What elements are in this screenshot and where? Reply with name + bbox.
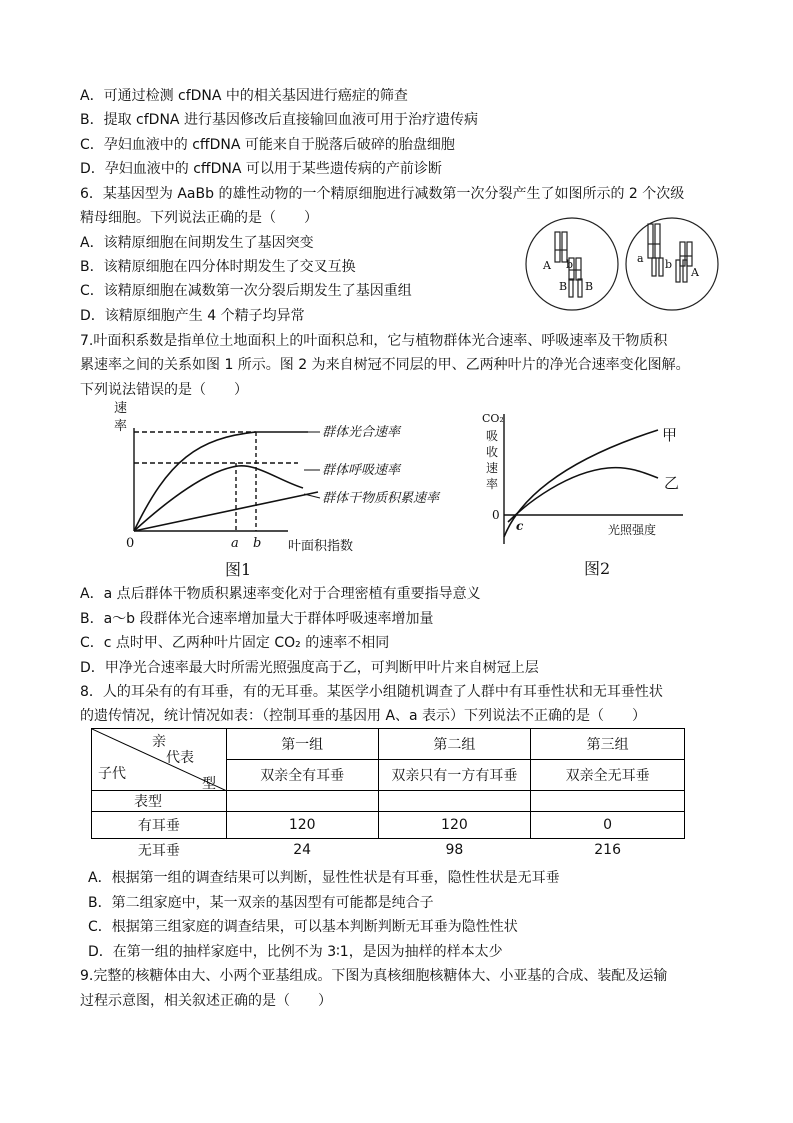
q6-stem-1: 6．某基因型为 AaBb 的雄性动物的一个精原细胞进行减数第一次分裂产生了如图所示的 2 个次级: [80, 186, 685, 202]
fig1-tick-b: b: [253, 536, 262, 551]
group-header-1: 第一组: [226, 729, 378, 760]
label-left-B1: B: [559, 280, 568, 293]
corner-qin: 亲: [152, 734, 166, 750]
q5-option-c: C．孕妇血液中的 cffDNA 可能来自于脱落后破碎的胎盘细胞: [80, 137, 455, 153]
fig2-curve-jia: [504, 430, 658, 537]
fig2-label-yi: 乙: [664, 474, 680, 492]
fig1-label-respiration: 群体呼吸速率: [322, 463, 401, 478]
fig2-ylabel-co2: CO₂: [482, 412, 504, 425]
table-row: [92, 839, 685, 862]
cell: 0: [531, 812, 685, 839]
label-right-a: a: [637, 252, 644, 265]
right-chromosome-3: [680, 242, 692, 266]
group-header-2: 第二组: [378, 729, 531, 760]
q7-option-b: B．a～b 段群体光合速率增加量大于群体呼吸速率增加量: [80, 611, 434, 627]
fig2-point-c: c: [516, 519, 524, 533]
q8-stem-2: 的遗传情况，统计情况如表：（控制耳垂的基因用 A、a 表示）下列说法不正确的是（ ）: [80, 708, 647, 724]
table-corner-cell: [92, 729, 227, 791]
corner-xing: 型: [202, 776, 216, 792]
q7-figure-1: [108, 400, 480, 580]
fig1-xlabel: 叶面积指数: [288, 539, 354, 554]
q6-option-b: B．该精原细胞在四分体时期发生了交叉互换: [80, 259, 356, 275]
fig2-caption: 图2: [584, 559, 611, 578]
fig1-leader-dry: [304, 494, 320, 498]
fig1-label-photosynthesis: 群体光合速率: [322, 425, 401, 440]
q6-option-a: A．该精原细胞在间期发生了基因突变: [80, 235, 314, 251]
group-header-3: 第三组: [531, 729, 685, 760]
label-left-B2: B: [585, 280, 594, 293]
q9-stem-1: 9.完整的核糖体由大、小两个亚基组成。下图为真核细胞核糖体大、小亚基的合成、装配及运输: [80, 968, 668, 984]
q7-stem-1: 7.叶面积系数是指单位土地面积上的叶面积总和，它与植物群体光合速率、呼吸速率及干物质积: [80, 333, 668, 349]
cell: 216: [594, 842, 621, 858]
q8-option-a: A．根据第一组的调查结果可以判断，显性性状是有耳垂，隐性性状是无耳垂: [88, 870, 560, 886]
fig1-origin: 0: [126, 536, 135, 551]
q7-option-d: D．甲净光合速率最大时所需光照强度高于乙，可判断甲叶片来自树冠上层: [80, 660, 539, 676]
q9-stem-2: 过程示意图，相关叙述正确的是（ ）: [80, 993, 332, 1009]
fig2-ylabel-2: 吸: [486, 429, 499, 443]
parents-2: 双亲只有一方有耳垂: [378, 760, 531, 791]
fig2-ylabel-3: 收: [486, 445, 499, 459]
label-left-A: A: [543, 259, 551, 272]
q7-option-a: A．a 点后群体干物质积累速率变化对于合理密植有重要指导意义: [80, 586, 481, 602]
q6-cell-figure: [525, 214, 720, 314]
cell: 98: [445, 842, 464, 858]
fig2-origin: 0: [492, 508, 500, 522]
fig1-label-drymatter: 群体干物质积累速率: [322, 491, 440, 506]
q7-option-c: C．c 点时甲、乙两种叶片固定 CO₂ 的速率不相同: [80, 635, 390, 651]
fig1-ylabel-1: 速: [114, 401, 128, 416]
corner-biaoxing: 表型: [92, 791, 227, 812]
fig1-curve-drymatter: [134, 492, 318, 531]
q5-option-d: D．孕妇血液中的 cffDNA 可以用于某些遗传病的产前诊断: [80, 161, 442, 177]
parents-1: 双亲全有耳垂: [226, 760, 378, 791]
q8-stem-1: 8．人的耳朵有的有耳垂，有的无耳垂。某医学小组随机调查了人群中有耳垂性状和无耳垂性状: [80, 684, 663, 700]
fig1-tick-a: a: [231, 536, 239, 551]
corner-zidai: 子代: [98, 766, 126, 782]
q8-table: [91, 728, 685, 861]
table-row: [92, 812, 685, 839]
q7-stem-2: 累速率之间的关系如图 1 所示。图 2 为来自树冠不同层的甲、乙两种叶片的净光合速率变化图解。: [80, 357, 690, 373]
left-chromosome-3: [569, 279, 582, 297]
right-chromosome-1: [648, 224, 660, 258]
fig2-ylabel-5: 率: [486, 477, 499, 491]
q8-option-c: C．根据第三组家庭的调查结果，可以基本判断判断无耳垂为隐性性状: [88, 919, 518, 935]
q5-option-a: A．可通过检测 cfDNA 中的相关基因进行癌症的筛查: [80, 88, 408, 104]
q7-stem-3: 下列说法错误的是（ ）: [80, 382, 248, 398]
q8-option-d: D．在第一组的抽样家庭中，比例不为 3∶1，是因为抽样的样本太少: [88, 944, 503, 960]
cell: 24: [293, 842, 312, 858]
fig2-curve-yi: [508, 468, 658, 522]
fig1-caption: 图1: [225, 560, 252, 579]
q8-option-b: B．第二组家庭中，某一双亲的基因型有可能都是纯合子: [88, 895, 434, 911]
right-chromosome-2: [652, 258, 663, 276]
fig2-label-jia: 甲: [662, 426, 678, 444]
label-left-b: b: [566, 258, 574, 271]
corner-daibiao: 代表: [166, 750, 194, 766]
row-label-wu: 无耳垂: [137, 843, 180, 859]
fig1-curve-respiration: [134, 466, 303, 531]
fig1-curve-photosynthesis: [134, 432, 308, 531]
q6-option-d: D．该精原细胞产生 4 个精子均异常: [80, 308, 305, 324]
q6-option-c: C．该精原细胞在减数第一次分裂后期发生了基因重组: [80, 283, 412, 299]
parents-3: 双亲全无耳垂: [531, 760, 685, 791]
q7-figure-2: [478, 402, 708, 580]
fig2-xlabel: 光照强度: [608, 523, 657, 537]
row-label-you: 有耳垂: [92, 812, 227, 839]
q5-option-b: B．提取 cfDNA 进行基因修改后直接输回血液可用于治疗遗传病: [80, 112, 478, 128]
fig2-ylabel-4: 速: [486, 461, 499, 475]
label-right-b: b: [665, 258, 673, 271]
label-right-A: A: [691, 266, 699, 279]
cell: 120: [378, 812, 531, 839]
q6-stem-2: 精母细胞。下列说法正确的是（ ）: [80, 210, 318, 226]
cell: 120: [226, 812, 378, 839]
fig1-ylabel-2: 率: [114, 419, 128, 434]
